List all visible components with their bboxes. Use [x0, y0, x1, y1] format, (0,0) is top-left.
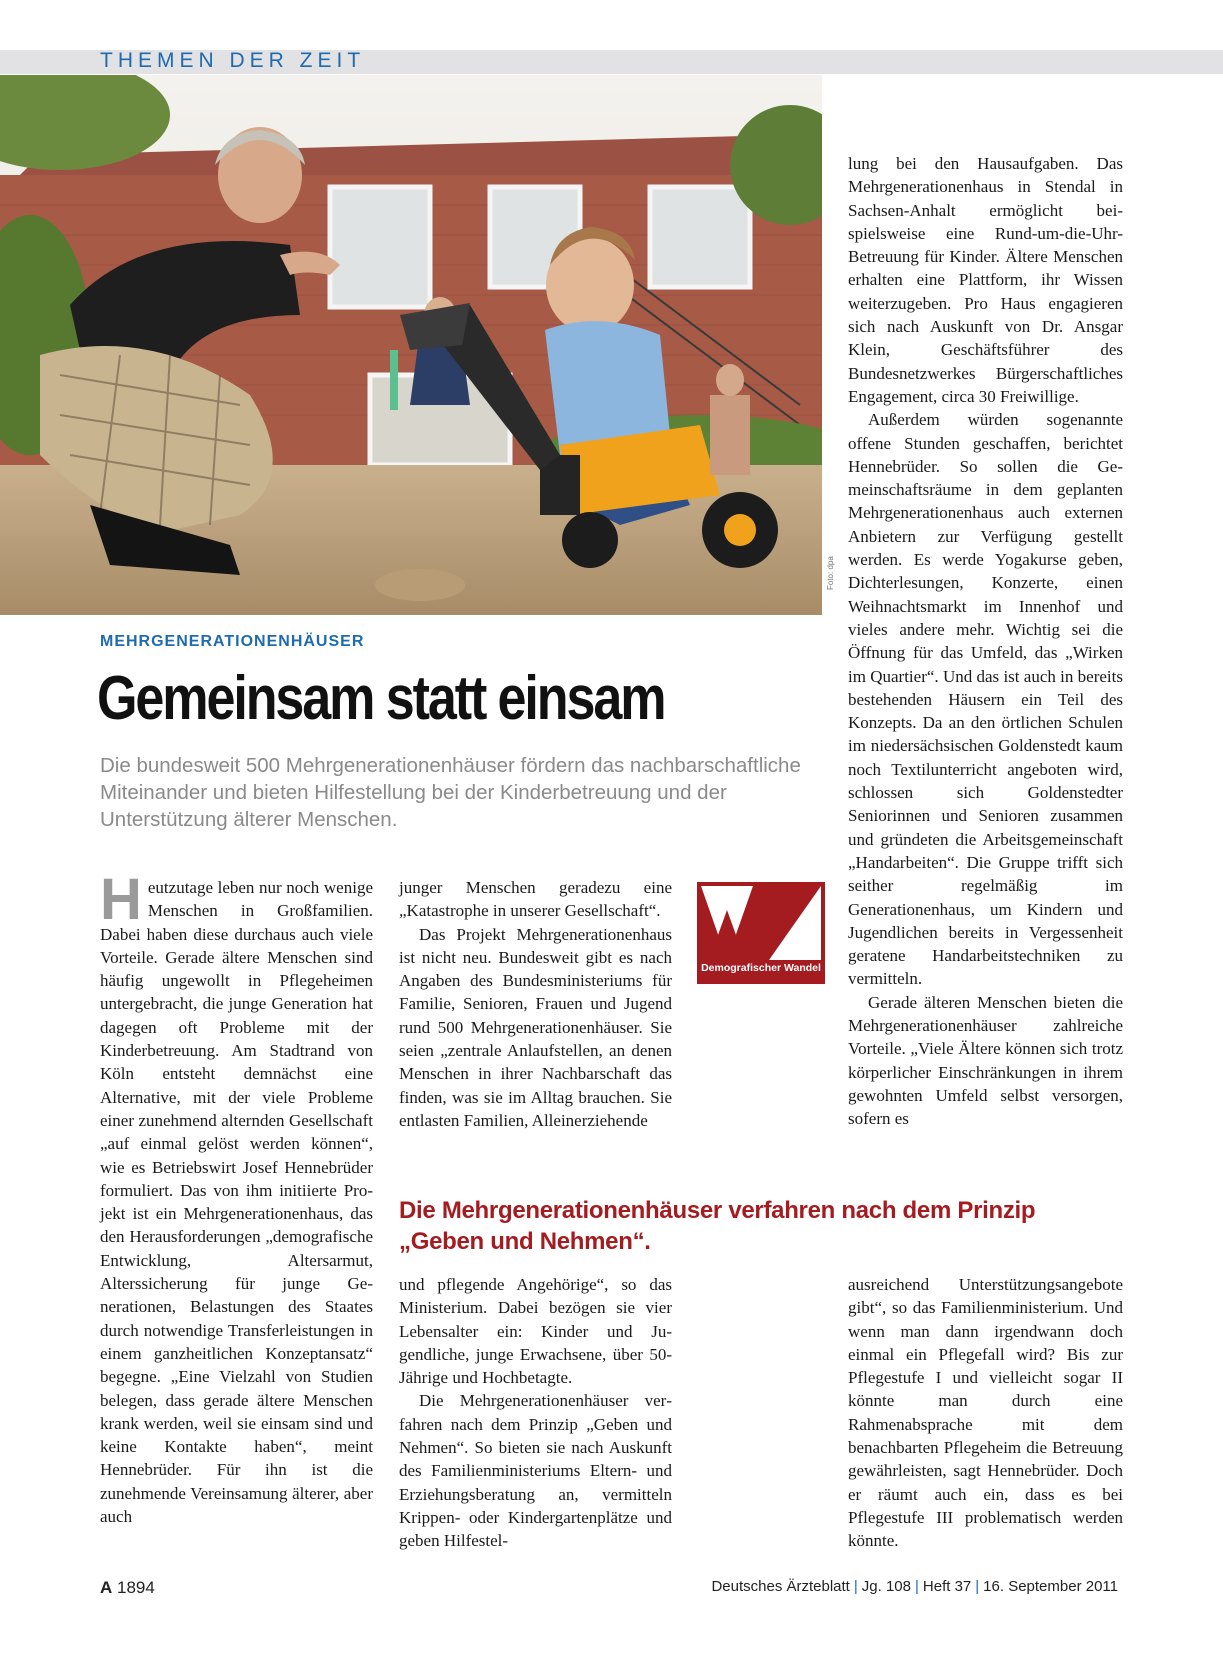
paragraph: und pflegende Angehörige“, so das Ministerium. Dabei bezögen sie vier Lebensalter ein: Kinder und Jugendliche, junge Erwachsene, über 50-Jährige und Hochbetagte.: [399, 1275, 672, 1388]
paragraph: lung bei den Hausaufgaben. Das Mehrgenerationenhaus in Stendal in Sachsen-Anhalt ermöglicht beispielsweise eine Rund-um-die-Uhr-Betreuung für Kinder. Ältere Menschen erhalten eine Plattform, ihr Wissen weiterzugeben. Pro Haus engagieren sich nach Auskunft von Dr. Ansgar Klein, Geschäftsführer des Bundesnetzwerkes Bürgerschaftliches Engagement, circa 30 Freiwillige.: [848, 154, 1123, 406]
column-2-top: [399, 876, 672, 1132]
journal-footer: Deutsches Ärzteblatt | Jg. 108 | Heft 37 | 16. September 2011: [711, 1578, 1118, 1595]
logo-caption: Demografischer Wandel: [701, 962, 821, 974]
journal-name: Deutsches Ärzteblatt: [711, 1578, 850, 1595]
paragraph: junger Menschen geradezu eine „Katastrophe in unserer Gesellschaft“.: [399, 878, 672, 921]
column-1-text: eutzutage leben nur noch wenige Menschen in Großfamilien. Dabei haben diese durchaus auch viele Vorteile. Gerade ältere Menschen sind häufig ungewollt in Pflegeheimen untergebracht, die junge Generation hat dagegen oft Probleme mit der Kinderbetreuung. Am Stadtrand von Köln entsteht demnächst eine Alternative, mit der viele Probleme einer zunehmend alternden Gesellschaft „auf einmal gelöst werden können“, wie es Betriebswirt Josef Hennebrüder formuliert. Das von ihm initiierte Projekt ist ein Mehrgenerationenhaus, das den Herausforderungen „demografische Entwicklung, Altersarmut, Alterssicherung für junge Generationen, Belastungen des Staates durch notwendige Transferleistungen in einem ganzheitlichen Konzeptansatz“ begegne. „Eine Vielzahl von Studien belegen, dass gerade ältere Menschen krank werden, weil sie einsam sind und keine Kontakte haben“, meint Hennebrüder. Für ihn ist die zunehmende Vereinsamung älterer, aber auch: [100, 878, 373, 1527]
page-number: [100, 1578, 155, 1598]
journal-volume: Jg. 108: [861, 1578, 911, 1595]
photo-credit: Foto: dpa: [826, 556, 835, 590]
paragraph: Die Mehrgenerationenhäuser verfahren nach dem Prinzip „Geben und Nehmen“. So bieten sie nach Auskunft des Familienministeriums Eltern- und Erziehungsberatung an, vermitteln Krippen- oder Kindergartenplätze und geben Hilfestel-: [399, 1391, 672, 1551]
article-kicker: MEHRGENERATIONENHÄUSER: [100, 633, 365, 650]
paragraph: Außerdem würden sogenannte offene Stunden geschaffen, berichtet Hennebrüder. So sollen die Gemeinschaftsräume in dem geplanten Mehrgenerationenhaus auch externen Anbietern zur Verfügung gestellt werden. Es werde Yogakurse geben, Dichterlesungen, Konzerte, einen Weihnachtsmarkt im Innenhof und vieles andere mehr. Wichtig sei die Öffnung für das Umfeld, das „Wirken im Quartier“. Und das ist auch in bereits bestehenden Häusern ein Teil des Konzepts. Da an den örtlichen Schulen im niedersächsischen Goldenstedt kaum noch Textilunterricht angeboten wird, schlossen sich Goldenstedter Seniorinnen und Senioren zusammen und gründeten die Arbeitsgemeinschaft „Handarbeiten“. Die Gruppe trifft sich seither regelmäßig im Generationenhaus, um Kindern und Jugendlichen bereits in Vergessenheit geratene Handarbeitstechniken zu vermitteln.: [848, 410, 1123, 989]
column-3-top: [848, 152, 1123, 1130]
section-title: THEMEN DER ZEIT: [100, 49, 366, 72]
article-photo: [0, 75, 822, 615]
photo-illustration: [0, 75, 822, 615]
article-headline: Gemeinsam statt einsam: [97, 664, 665, 733]
column-2-bottom: [399, 1273, 672, 1553]
paragraph: Gerade älteren Menschen bieten die Mehrgenerationenhäuser zahlreiche Vorteile. „Viele Ältere können sich trotz körperlicher Einschränkungen in ihrem gewohnten Umfeld selbst versorgen, sofern es: [848, 992, 1123, 1129]
page-number-value: 1894: [117, 1578, 155, 1597]
paragraph: ausreichend Unterstützungsangebote gibt“, so das Familienministerium. Und wenn man dann irgendwann doch einmal ein Pflegefall wird? Bis zur Pflegestufe I und vielleicht sogar II könnte man durch eine Rahmenabsprache mit dem benachbarten Pflegeheim die Betreuung gewährleisten, sagt Hennebrüder. Doch er räumt auch ein, dass es bei Pflegestufe III problematisch werden könnte.: [848, 1275, 1123, 1551]
drop-cap: H: [100, 867, 142, 932]
pull-quote: Die Mehrgenerationenhäuser verfahren nach dem Prinzip „Geben und Nehmen“.: [399, 1197, 1036, 1255]
journal-issue: Heft 37: [922, 1578, 972, 1595]
article-subhead: Die bundesweit 500 Mehrgenerationenhäuser fördern das nachbarschaftliche Miteinander und bieten Hilfestellung bei der Kinderbetreuung und der Unterstützung älterer Menschen.: [100, 754, 801, 831]
paragraph: Das Projekt Mehrgenerationenhaus ist nicht neu. Bundesweit gibt es nach Angaben des Bundesministeriums für Familie, Senioren, Frauen und Jugend rund 500 Mehrgenerationenhäuser. Sie seien „zentrale Anlaufstellen, an denen Menschen in ihrer Nachbarschaft das finden, was sie im Alltag brauchen. Sie entlasten Familien, Alleinerziehende: [399, 924, 672, 1130]
journal-date: 16. September 2011: [983, 1578, 1118, 1595]
column-1: [100, 867, 373, 1528]
page-prefix: A: [100, 1578, 113, 1597]
column-3-bottom: [848, 1273, 1123, 1553]
